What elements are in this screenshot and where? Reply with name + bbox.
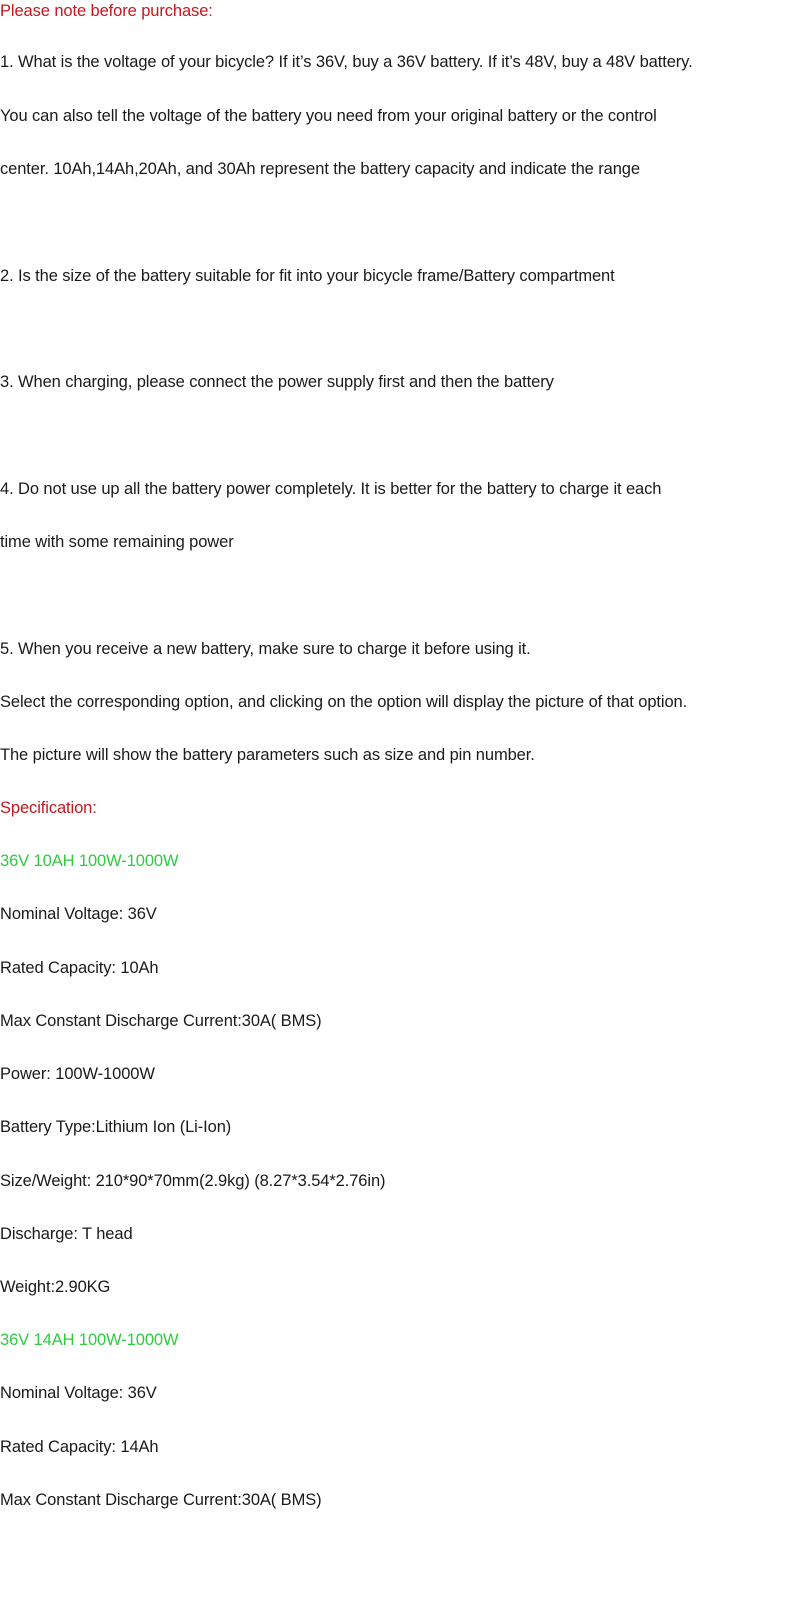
spec-10ah-rated-capacity: Rated Capacity: 10Ah [0,959,159,977]
note-item-4-line-2: time with some remaining power [0,533,234,551]
note-item-4-line-1: 4. Do not use up all the battery power completely. It is better for the battery to charge it each [0,480,662,498]
spec-10ah-battery-type: Battery Type:Lithium Ion (Li-Ion) [0,1118,232,1136]
picture-parameters-note: The picture will show the battery parameters such as size and pin number. [0,746,535,764]
note-heading: Please note before purchase: [0,2,213,20]
spec-14ah-max-discharge: Max Constant Discharge Current:30A( BMS) [0,1491,322,1509]
note-item-5: 5. When you receive a new battery, make sure to charge it before using it. [0,640,531,658]
note-item-1-line-1: 1. What is the voltage of your bicycle? If it’s 36V, buy a 36V battery. If it’s 48V, buy a 48V battery. [0,53,693,71]
spec-10ah-size-weight: Size/Weight: 210*90*70mm(2.9kg) (8.27*3.54*2.76in) [0,1172,386,1190]
spec-14ah-nominal-voltage: Nominal Voltage: 36V [0,1384,157,1402]
spec-10ah-nominal-voltage: Nominal Voltage: 36V [0,905,157,923]
select-option-note: Select the corresponding option, and clicking on the option will display the picture of that option. [0,693,688,711]
note-item-1-line-3: center. 10Ah,14Ah,20Ah, and 30Ah represent the battery capacity and indicate the range [0,160,640,178]
spec-10ah-weight: Weight:2.90KG [0,1278,111,1296]
spec-10ah-title: 36V 10AH 100W-1000W [0,852,179,870]
spec-14ah-title: 36V 14AH 100W-1000W [0,1331,179,1349]
note-item-2: 2. Is the size of the battery suitable for fit into your bicycle frame/Battery compartment [0,267,615,285]
spec-10ah-power: Power: 100W-1000W [0,1065,155,1083]
spec-10ah-discharge: Discharge: T head [0,1225,133,1243]
spec-14ah-rated-capacity: Rated Capacity: 14Ah [0,1438,159,1456]
note-item-3: 3. When charging, please connect the power supply first and then the battery [0,373,554,391]
spec-10ah-max-discharge: Max Constant Discharge Current:30A( BMS) [0,1012,322,1030]
spec-heading: Specification: [0,799,97,817]
note-item-1-line-2: You can also tell the voltage of the battery you need from your original battery or the control [0,107,657,125]
